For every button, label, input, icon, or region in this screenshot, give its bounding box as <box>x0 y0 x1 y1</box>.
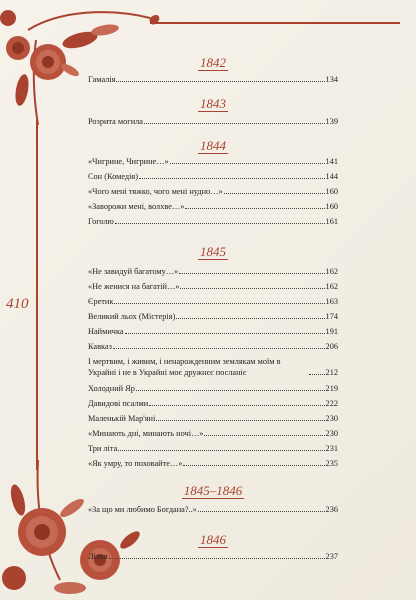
list-item[interactable]: Великий льох (Містерія) 174 <box>88 312 338 321</box>
list-item[interactable]: «За що ми любимо Богдана?..» 236 <box>88 505 338 514</box>
list-item[interactable]: Розрита могила 139 <box>88 117 338 126</box>
page-number: 410 <box>6 296 29 312</box>
top-border-line <box>150 22 400 24</box>
list-item[interactable]: Гоголю 161 <box>88 217 338 226</box>
list-item[interactable]: «Чигрине, Чигрине…» 141 <box>88 157 338 166</box>
list-item[interactable]: «Не женися на багатій…» 162 <box>88 282 338 291</box>
year-heading: 1842 <box>200 55 226 70</box>
year-heading: 1843 <box>200 96 226 111</box>
list-item[interactable]: Єретик 163 <box>88 297 338 306</box>
list-item[interactable]: «Не завидуй багатому…» 162 <box>88 267 338 276</box>
list-item[interactable]: І мертвим, і живим, і ненарожденним землякам моїм в Украйні і не в Украйні моє дружнєє посланіє 212 <box>88 357 338 377</box>
list-item[interactable]: Давидові псалми 222 <box>88 399 338 408</box>
list-item[interactable]: «Минають дні, минають ночі…» 230 <box>88 429 338 438</box>
list-item[interactable]: «Чого мені тяжко, чого мені нудно…» 160 <box>88 187 338 196</box>
list-item[interactable]: «Заворожи мені, волхве…» 160 <box>88 202 338 211</box>
year-heading: 1845–1846 <box>183 483 243 498</box>
year-heading: 1845 <box>200 244 226 259</box>
list-item[interactable]: «Як умру, то поховайте…» 235 <box>88 459 338 468</box>
list-item[interactable]: Наймичка 191 <box>88 327 338 336</box>
list-item[interactable]: Сон (Комедія) 144 <box>88 172 338 181</box>
list-item[interactable]: Холодний Яр 219 <box>88 384 338 393</box>
floral-ornament-bottom-icon <box>0 460 150 600</box>
list-item[interactable]: Гамалія 134 <box>88 75 338 84</box>
list-item[interactable]: Кавказ 206 <box>88 342 338 351</box>
list-item[interactable]: Три літа 231 <box>88 444 338 453</box>
year-heading: 1844 <box>200 138 226 153</box>
left-border-line <box>36 120 38 470</box>
list-item[interactable]: Лілея 237 <box>88 552 338 561</box>
year-heading: 1846 <box>200 532 226 547</box>
list-item[interactable]: Маленькій Мар'яні 230 <box>88 414 338 423</box>
